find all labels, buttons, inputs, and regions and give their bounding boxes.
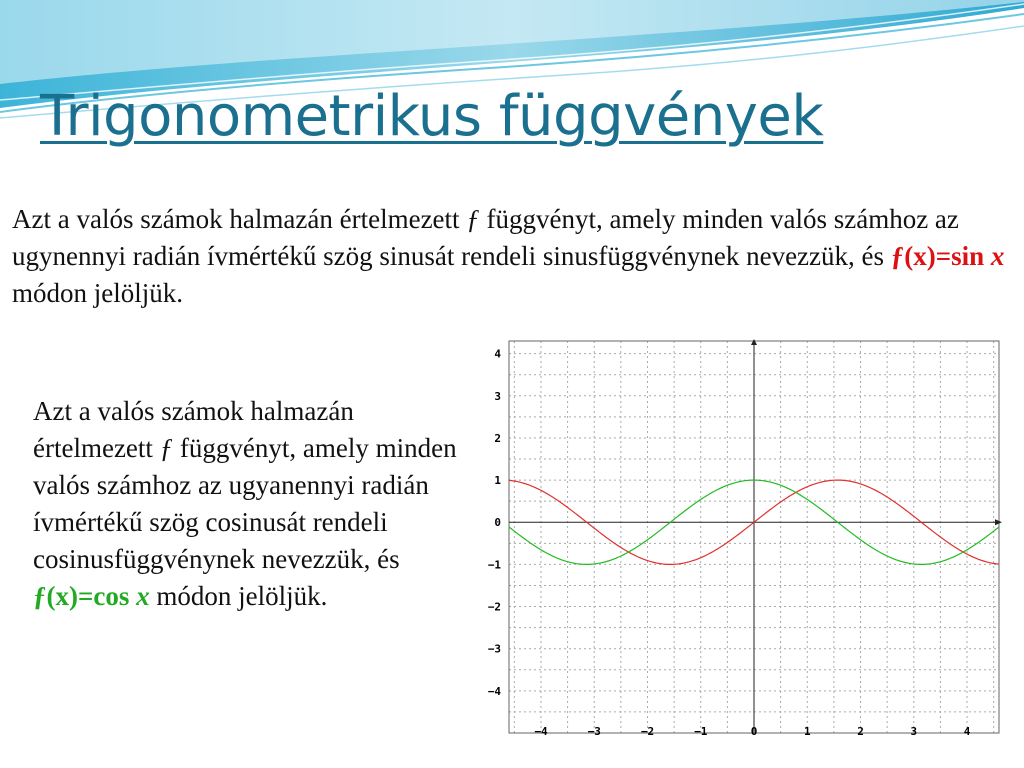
x-tick-label: −3 (587, 725, 601, 738)
sin-cos-chart (478, 335, 1003, 745)
sin-formula (891, 241, 1005, 271)
y-tick-label: 4 (494, 347, 501, 361)
slide-title: Trigonometrikus függvények (40, 84, 824, 149)
sin-text-tail: módon jelöljük. (12, 278, 183, 308)
x-tick-label: 2 (857, 725, 864, 738)
y-tick-label: −1 (487, 558, 501, 572)
cos-formula (33, 581, 150, 611)
y-tick-label: −4 (487, 684, 501, 698)
x-tick-label: 1 (803, 725, 811, 738)
x-tick-label: −2 (640, 725, 655, 738)
cos-f-symbol: ƒ (159, 433, 174, 463)
y-tick-label: −3 (487, 642, 501, 656)
x-tick-label: 4 (963, 725, 971, 738)
y-tick-label: 2 (494, 431, 501, 445)
y-tick-label: 1 (494, 474, 501, 488)
x-tick-label: −4 (534, 725, 548, 738)
y-tick-label: −2 (487, 600, 501, 614)
sin-definition-paragraph (12, 201, 1012, 312)
y-tick-label: 3 (494, 389, 501, 403)
x-tick-label: 3 (910, 725, 918, 738)
cos-text-mid: függvényt, amely minden valós számhoz az ugyanennyi radián ívmértékű szög cosinusát rendeli cosinusfüggvénynek nevezzük, és (33, 433, 457, 574)
cos-formula-var: x (136, 581, 150, 611)
y-tick-label: 0 (494, 516, 501, 530)
cos-formula-text: ƒ(x)=cos (33, 581, 137, 611)
cos-text-lead: Azt a valós számok halmazán értelmezett (33, 396, 354, 463)
sin-formula-var: x (990, 241, 1005, 271)
sin-text-mid: függvényt, amely minden valós számhoz az ugynennyi radián ívmértékű szög sinusát rendeli sinusfüggvénynek nevezzük, és (12, 204, 959, 271)
cos-definition-paragraph (33, 393, 473, 615)
sin-text-lead: Azt a valós számok halmazán értelmezett (12, 204, 467, 234)
x-tick-label: −1 (694, 725, 708, 738)
sin-f-symbol: ƒ (466, 204, 480, 234)
x-tick-label: 0 (750, 725, 758, 738)
sin-formula-text: ƒ(x)=sin (890, 241, 991, 271)
cos-text-tail: módon jelöljük. (149, 581, 328, 611)
y-axis-arrow (751, 339, 757, 345)
